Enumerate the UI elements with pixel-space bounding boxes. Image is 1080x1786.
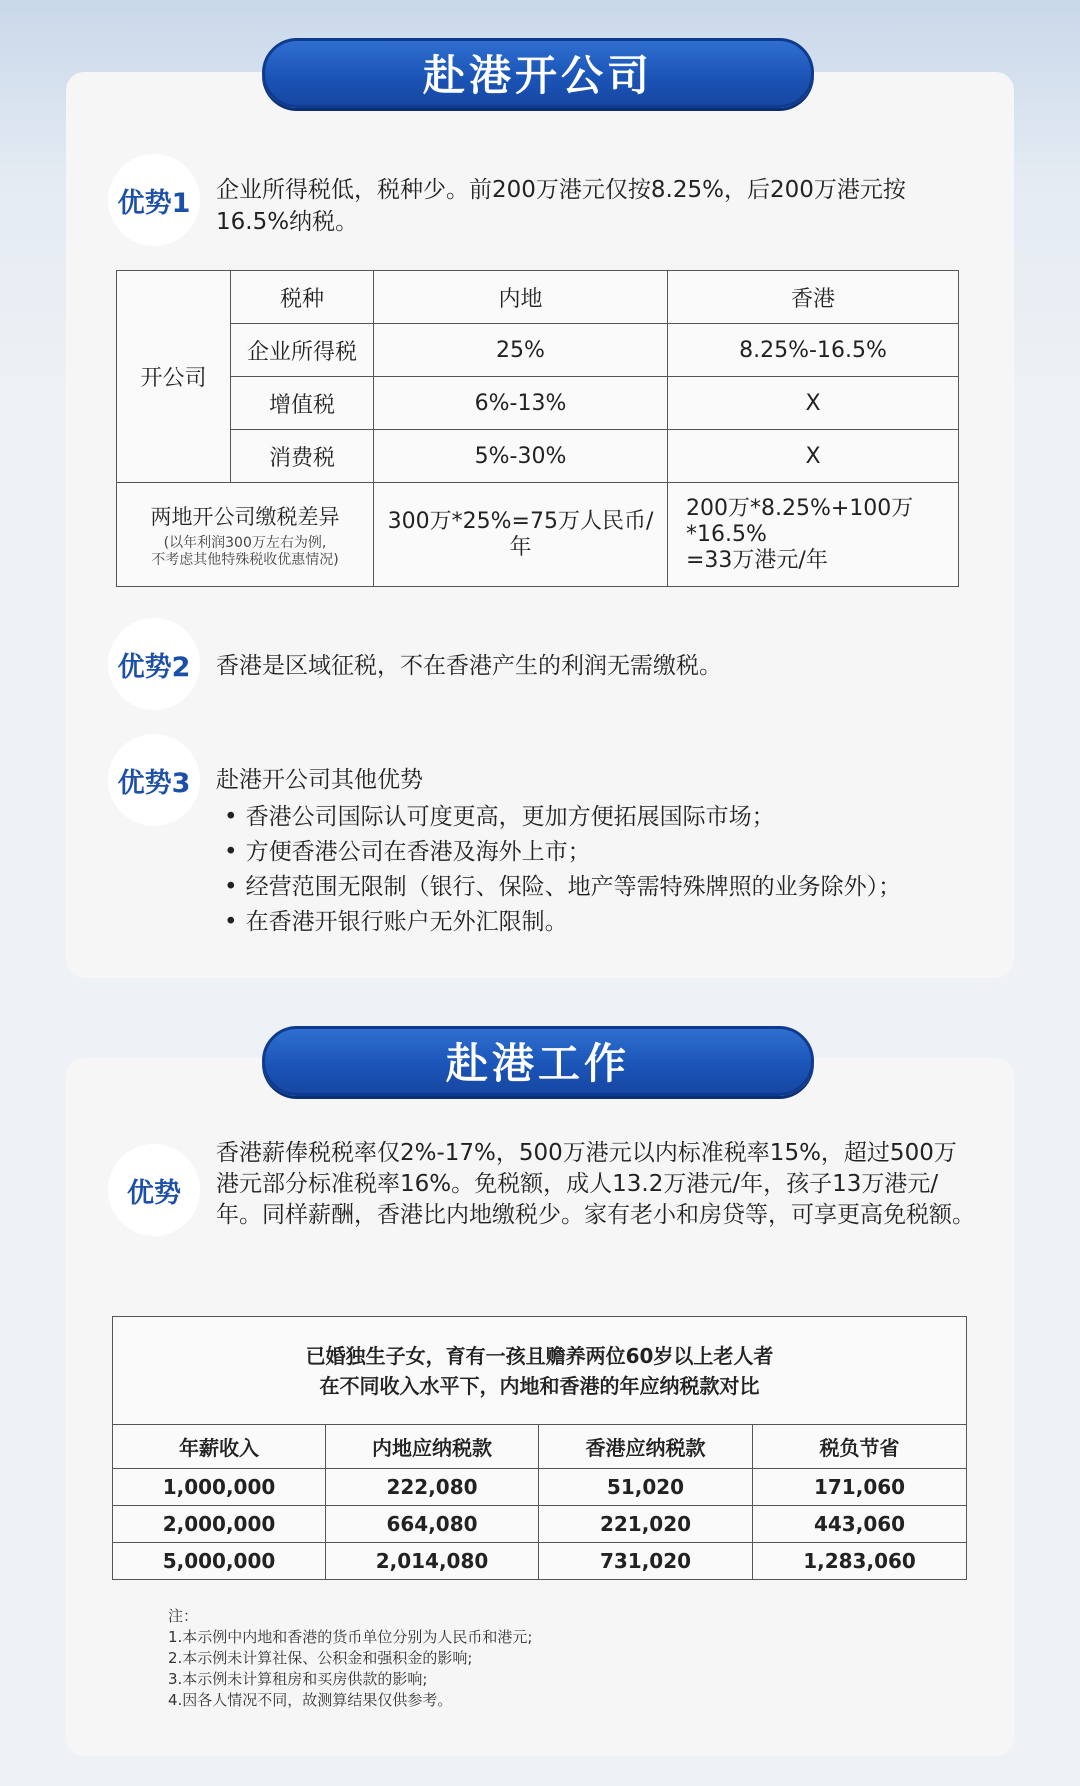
table-row [117, 483, 959, 587]
table-cell: 222,080 [326, 1469, 539, 1506]
group-label: 开公司 [117, 271, 231, 483]
advantage-2-badge: 优势2 [108, 618, 200, 710]
advantage-3-title: 赴港开公司其他优势 [216, 767, 423, 793]
list-item: • 方便香港公司在香港及海外上市； [224, 835, 984, 870]
table-cell: 25% [374, 324, 668, 377]
table-header: 内地 [374, 271, 668, 324]
section-banner-company: 赴港开公司 [262, 38, 814, 108]
table-cell: 1,000,000 [113, 1469, 326, 1506]
salary-tax-table [112, 1316, 967, 1580]
table-cell: X [668, 377, 959, 430]
hk-formula-line: =33万港元/年 [686, 547, 828, 573]
diff-note: (以年利润300万左右为例, [163, 534, 327, 551]
table-caption [113, 1317, 967, 1425]
table-header: 内地应纳税款 [326, 1425, 539, 1469]
table-cell: 6%-13% [374, 377, 668, 430]
table-cell: 5%-30% [374, 430, 668, 483]
table-row [117, 430, 959, 483]
table-header-row [113, 1425, 967, 1469]
table-header: 税种 [231, 271, 374, 324]
table-row [113, 1469, 967, 1506]
table-cell: 443,060 [753, 1506, 967, 1543]
table-header: 年薪收入 [113, 1425, 326, 1469]
caption-line: 已婚独生子女，育有一孩且赡养两位60岁以上老人者 [305, 1343, 774, 1368]
table-cell: 8.25%-16.5% [668, 324, 959, 377]
advantage-3-list [224, 800, 984, 940]
table-row [117, 271, 959, 324]
footnote-line: 注： [168, 1607, 199, 1625]
work-advantage-badge: 优势 [108, 1144, 200, 1236]
caption-line: 在不同收入水平下，内地和香港的年应纳税款对比 [319, 1373, 760, 1398]
list-item: • 经营范围无限制（银行、保险、地产等需特殊牌照的业务除外）； [224, 870, 984, 905]
table-cell: 171,060 [753, 1469, 967, 1506]
table-cell: 2,000,000 [113, 1506, 326, 1543]
table-cell: 1,283,060 [753, 1543, 967, 1580]
advantage-1-text: 企业所得税低，税种少。前200万港元仅按8.25%，后200万港元按16.5%纳税。 [216, 177, 906, 235]
table-cell: 221,020 [539, 1506, 753, 1543]
table-row [117, 324, 959, 377]
table-caption-row [113, 1317, 967, 1425]
table-row [113, 1506, 967, 1543]
section-banner-work: 赴港工作 [262, 1026, 814, 1096]
table-row [113, 1543, 967, 1580]
hk-formula [668, 483, 959, 587]
table-row [117, 377, 959, 430]
table-cell: 2,014,080 [326, 1543, 539, 1580]
table-cell: 731,020 [539, 1543, 753, 1580]
table-cell: 企业所得税 [231, 324, 374, 377]
hk-formula-line: 200万*8.25%+100万*16.5% [686, 495, 914, 547]
advantage-3-badge: 优势3 [108, 734, 200, 826]
table-cell: 51,020 [539, 1469, 753, 1506]
diff-note: 不考虑其他特殊税收优惠情况) [151, 551, 339, 568]
table-cell: X [668, 430, 959, 483]
advantage-1-badge: 优势1 [108, 154, 200, 246]
table-header: 香港 [668, 271, 959, 324]
tax-comparison-table [116, 270, 959, 587]
footnote-line: 4.因各人情况不同，故测算结果仅供参考。 [168, 1691, 453, 1709]
footnote-line: 1.本示例中内地和香港的货币单位分别为人民币和港元; [168, 1628, 533, 1646]
mainland-formula: 300万*25%=75万人民币/年 [374, 483, 668, 587]
table-cell: 664,080 [326, 1506, 539, 1543]
diff-title: 两地开公司缴税差异 [150, 504, 340, 529]
footnote-line: 3.本示例未计算租房和买房供款的影响; [168, 1670, 428, 1688]
advantage-2-text: 香港是区域征税，不在香港产生的利润无需缴税。 [216, 653, 722, 679]
list-item: • 香港公司国际认可度更高，更加方便拓展国际市场； [224, 800, 984, 835]
table-header: 香港应纳税款 [539, 1425, 753, 1469]
table-header: 税负节省 [753, 1425, 967, 1469]
table-cell: 5,000,000 [113, 1543, 326, 1580]
footnotes [168, 1606, 532, 1711]
footnote-line: 2.本示例未计算社保、公积金和强积金的影响; [168, 1649, 473, 1667]
work-advantage-text: 香港薪俸税税率仅2%-17%，500万港元以内标准税率15%，超过500万港元部分标准税率16%。免税额，成人13.2万港元/年，孩子13万港元/年。同样薪酬，香港比内地缴税少。家有老小和房贷等，可享更高免税额。 [216, 1140, 975, 1228]
table-cell: 增值税 [231, 377, 374, 430]
diff-label-cell [117, 483, 374, 587]
table-cell: 消费税 [231, 430, 374, 483]
list-item: • 在香港开银行账户无外汇限制。 [224, 905, 984, 940]
